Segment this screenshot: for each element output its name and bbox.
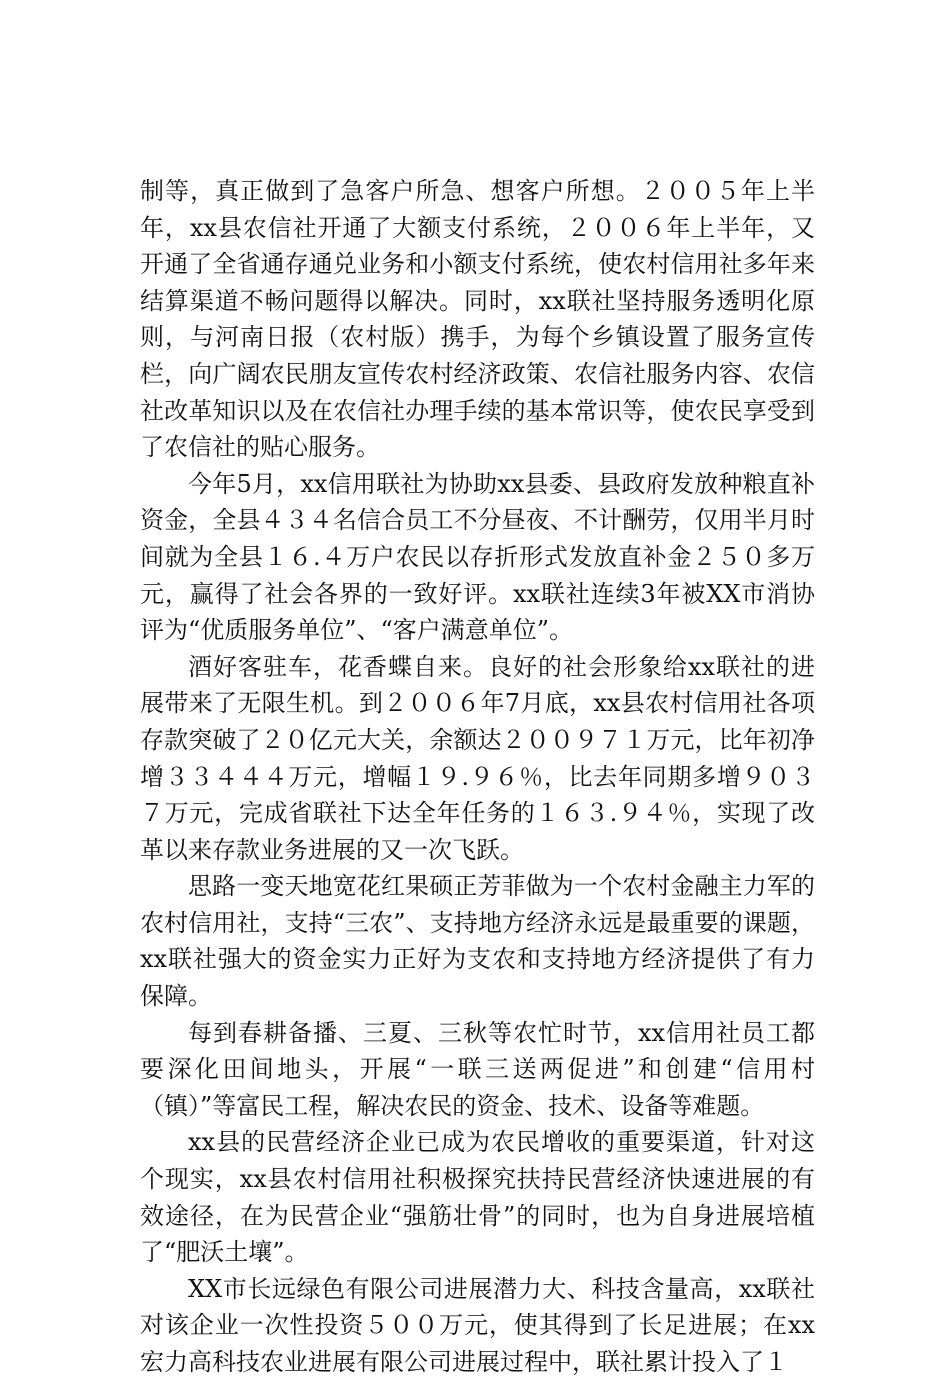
paragraph: XX市长远绿色有限公司进展潜力大、科技含量高，xx联社对该企业一次性投资５００万元，使其得到了长足进展；在xx宏力高科技农业进展有限公司进展过程中，联社累计投入了１ [140,1274,815,1376]
paragraph: 今年5月，xx信用联社为协助xx县委、县政府发放种粮直补资金，全县４３４名信合员工不分昼夜、不计酬劳，仅用半月时间就为全县１６.４万户农民以存折形式发放直补金２５０多万元，赢得了社会各界的一致好评。xx联社连续3年被XX市消协评为“优质服务单位”、“客户满意单位”。 [140,469,815,645]
paragraph: 思路一变天地宽花红果硕正芳菲做为一个农村金融主力军的农村信用社，支持“三农”、支持地方经济永远是最重要的课题，xx联社强大的资金实力正好为支农和支持地方经济提供了有力保障。 [140,872,815,1011]
paragraph: xx县的民营经济企业已成为农民增收的重要渠道，针对这个现实，xx县农村信用社积极探究扶持民营经济快速进展的有效途径，在为民营企业“强筋壮骨”的同时，也为自身进展培植了“肥沃土壤”。 [140,1128,815,1267]
paragraph: 制等，真正做到了急客户所急、想客户所想。２００５年上半年，xx县农信社开通了大额支付系统，２００６年上半年，又开通了全省通存通兑业务和小额支付系统，使农村信用社多年来结算渠道不畅问题得以解决。同时，xx联社坚持服务透明化原则，与河南日报（农村版）携手，为每个乡镇设置了服务宣传栏，向广阔农民朋友宣传农村经济政策、农信社服务内容、农信社改革知识以及在农信社办理手续的基本常识等，使农民享受到了农信社的贴心服务。 [140,177,815,462]
paragraph: 酒好客驻车，花香蝶自来。良好的社会形象给xx联社的进展带来了无限生机。到２００６年7月底，xx县农村信用社各项存款突破了２０亿元大关，余额达２００９７１万元，比年初净增３３４４４万元，增幅１９.９６％，比去年同期多增９０３７万元，完成省联社下达全年任务的１６３.９４％，实现了改革以来存款业务进展的又一次飞跃。 [140,652,815,864]
document-body [140,173,815,1381]
paragraph: 每到春耕备播、三夏、三秋等农忙时节，xx信用社员工都要深化田间地头，开展“一联三送两促进”和创建“信用村（镇）”等富民工程，解决农民的资金、技术、设备等难题。 [140,1018,815,1120]
